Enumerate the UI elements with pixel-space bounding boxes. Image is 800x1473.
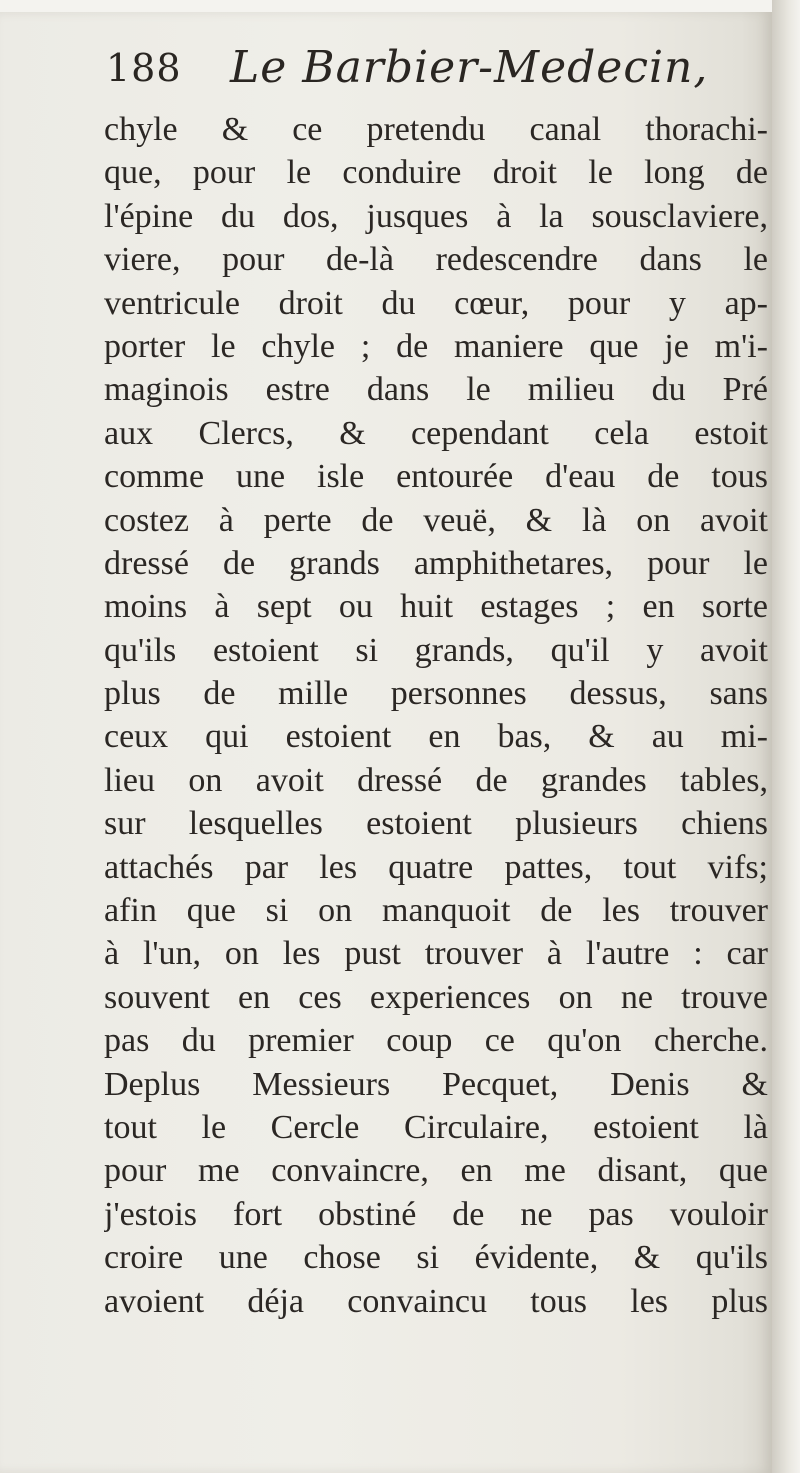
page-edge-shadow xyxy=(772,0,800,1473)
text-line: porter le chyle ; de maniere que je m'i- xyxy=(104,327,768,365)
text-line: sur lesquelles estoient plusieurs chiens xyxy=(104,805,768,843)
text-line: dressé de grands amphithetares, pour le xyxy=(104,544,768,582)
text-line: aux Clercs, & cependant cela estoit xyxy=(104,414,768,452)
text-line: viere, pour de-là redescendre dans le xyxy=(104,241,768,279)
text-line: pour me convaincre, en me disant, que xyxy=(104,1152,768,1190)
text-line: chyle & ce pretendu canal thorachi- xyxy=(104,111,768,148)
text-line: j'estois fort obstiné de ne pas vouloir xyxy=(104,1195,768,1233)
text-line: avoient déja convaincu tous les plus xyxy=(104,1282,768,1320)
text-line: costez à perte de veuë, & là on avoit xyxy=(104,501,768,539)
text-line: que, pour le conduire droit le long de xyxy=(104,154,768,192)
text-line: qu'ils estoient si grands, qu'il y avoit xyxy=(104,631,768,669)
page-number: 188 xyxy=(106,46,182,90)
text-line: l'épine du dos, jusques à la sousclaviere, xyxy=(104,197,768,235)
text-line: maginois estre dans le milieu du Pré xyxy=(104,371,768,409)
running-title: Le Barbier-Medecin, xyxy=(230,42,709,93)
text-line: à l'un, on les pust trouver à l'autre : car xyxy=(104,935,768,973)
text-line: tout le Cercle Circulaire, estoient là xyxy=(104,1108,768,1146)
text-line: attachés par les quatre pattes, tout vifs; xyxy=(104,848,768,886)
text-line: pas du premier coup ce qu'on cherche. xyxy=(104,1022,768,1060)
text-line: plus de mille personnes dessus, sans xyxy=(104,675,768,713)
text-line: moins à sept ou huit estages ; en sorte xyxy=(104,588,768,626)
text-line: croire une chose si évidente, & qu'ils xyxy=(104,1239,768,1277)
text-line: souvent en ces experiences on ne trouve xyxy=(104,978,768,1016)
page-header xyxy=(106,38,746,108)
text-line: comme une isle entourée d'eau de tous xyxy=(104,458,768,496)
body-text xyxy=(104,108,768,1323)
text-line: lieu on avoit dressé de grandes tables, xyxy=(104,761,768,799)
text-line: ventricule droit du cœur, pour y ap- xyxy=(104,284,768,322)
text-line: ceux qui estoient en bas, & au mi- xyxy=(104,718,768,756)
text-line: afin que si on manquoit de les trouver xyxy=(104,892,768,930)
text-line: Deplus Messieurs Pecquet, Denis & xyxy=(104,1065,768,1103)
